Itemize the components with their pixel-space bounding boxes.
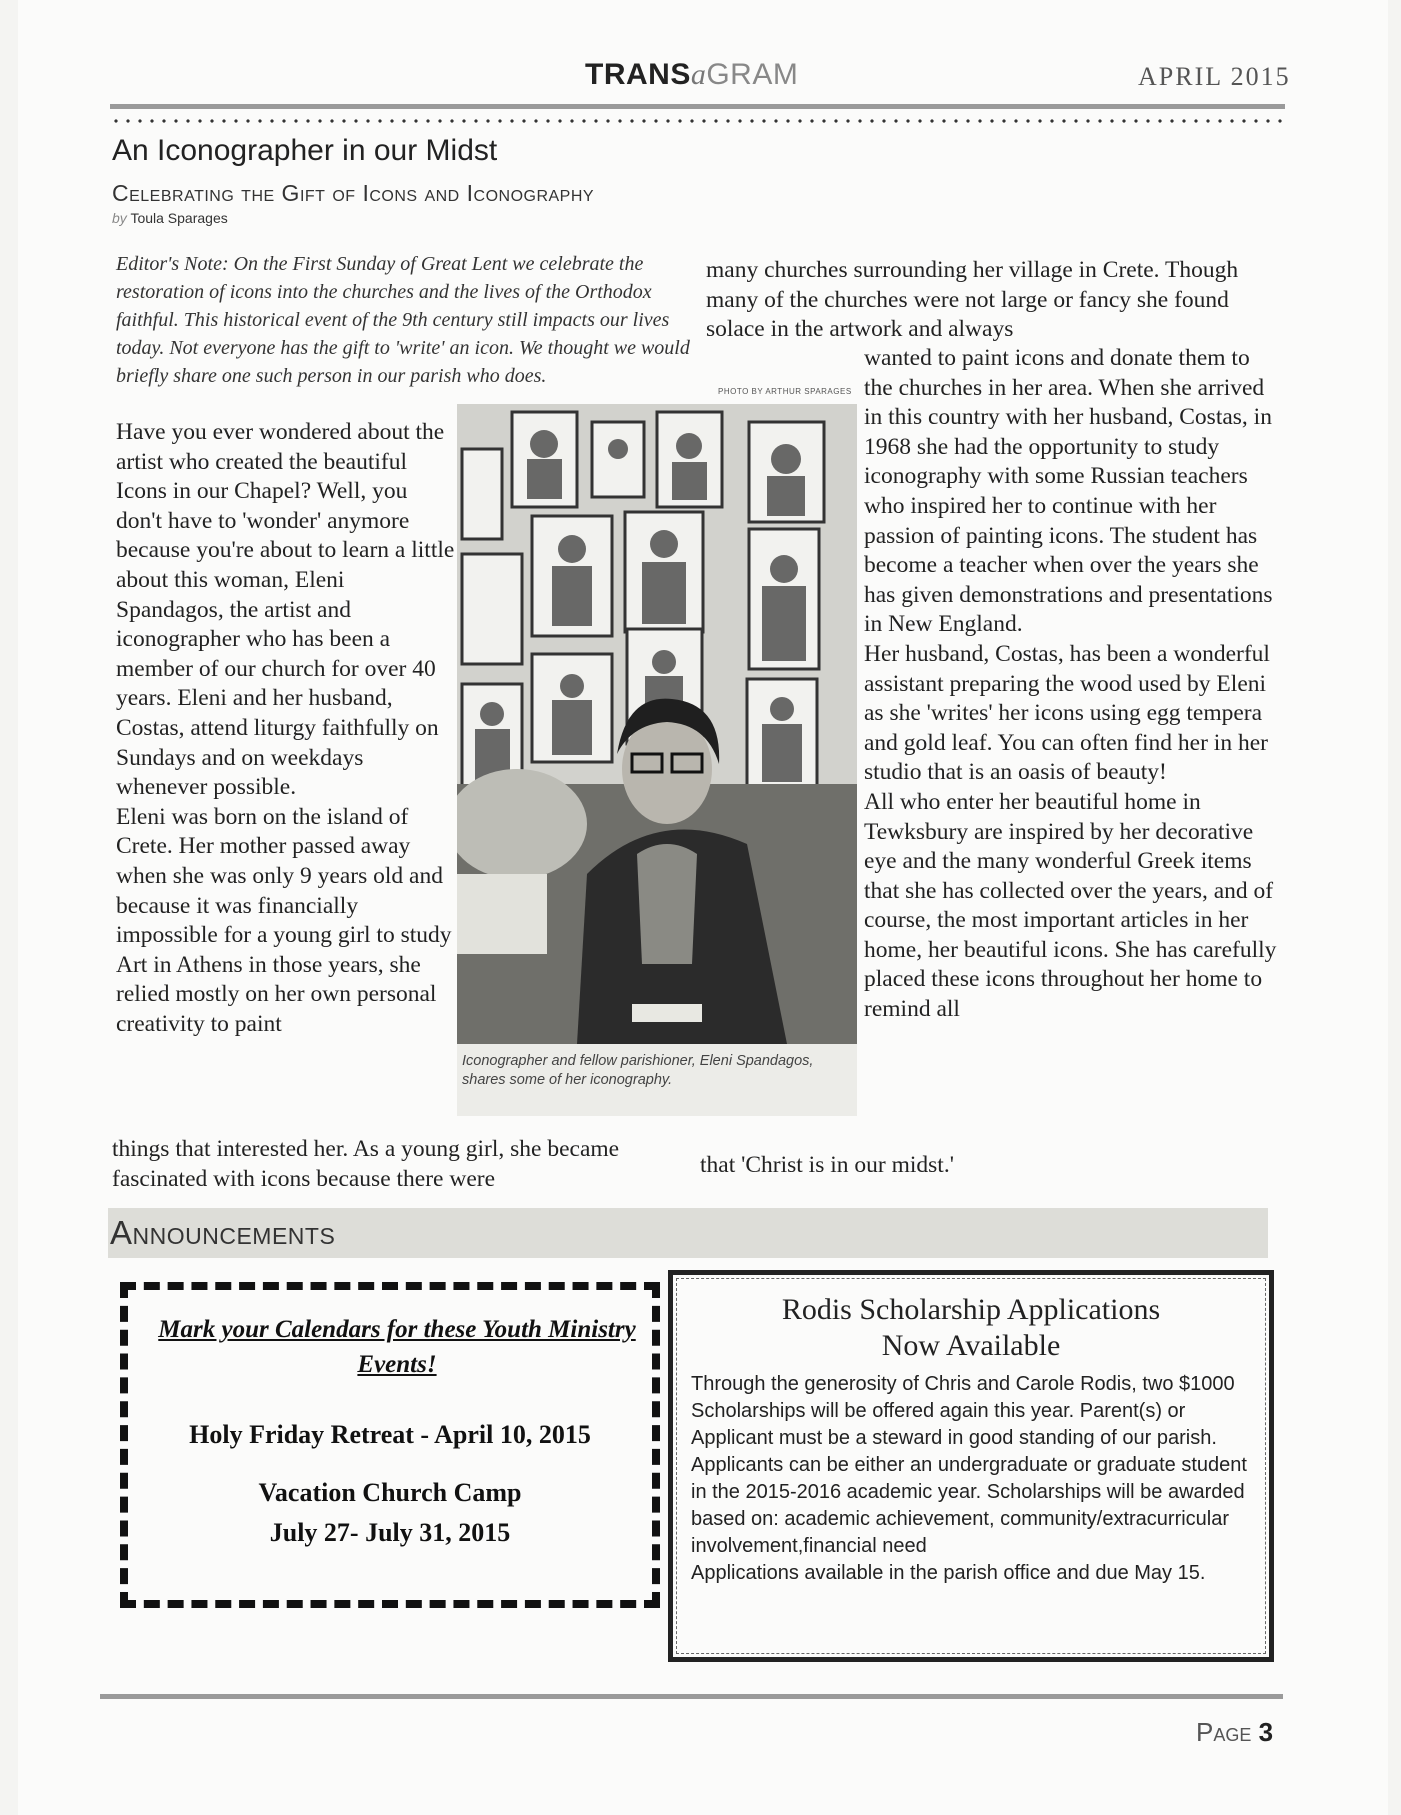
article-paragraph: Her husband, Costas, has been a wonderful assistant preparing the wood used by Eleni as she 'writes' her icons using egg tempera and gold leaf. You can often find her in her studio that is an oasis of beauty!: [864, 640, 1270, 786]
youth-ministry-box: [120, 1282, 660, 1608]
byline-prefix: by: [112, 210, 127, 226]
masthead: [585, 58, 798, 92]
author-name: Toula Sparages: [130, 210, 228, 226]
dotted-divider: [110, 117, 1285, 125]
article-paragraph: Eleni was born on the island of Crete. Her mother passed away when she was only 9 years old and because it was financially impossible for a young girl to study Art in Athens in those years, she relied mostly on her own personal creativity to paint: [116, 803, 452, 1037]
scholarship-description: Through the generosity of Chris and Carole Rodis, two $1000 Scholarships will be offered again this year. Parent(s) or Applicant must be a steward in good standing of our parish. Applicants can be either an undergraduate or graduate student in the 2015-2016 academic year. Scholarships will be awarded based on: academic achievement, community/extracurricular involvement,financial need: [691, 1373, 1247, 1557]
editors-note: Editor's Note: On the First Sunday of Great Lent we celebrate the restoration of icons into the churches and the lives of the Orthodox faithful. This historical event of the 9th century still impacts our lives today. Not everyone has the gift to 'write' an icon. We thought we would briefly share one such person in our parish who does.: [116, 253, 690, 387]
article-left-continuation: things that interested her. As a young girl, she became fascinated with icons because there were: [112, 1136, 620, 1192]
camp-event-dates: July 27- July 31, 2015: [269, 1518, 511, 1547]
byline: [112, 210, 228, 226]
scholarship-heading-line1: Rodis Scholarship Applications: [781, 1293, 1161, 1326]
article-left-column: [116, 418, 456, 1039]
article-paragraph: wanted to paint icons and donate them to the churches in her area. When she arrived in this country with her husband, Costas, in 1968 she had the opportunity to study iconography with some Russian teachers who inspired her to continue with her passion of painting icons. The student has become a teacher when over the years she has given demonstrations and presentations in New England.: [864, 345, 1273, 638]
issue-date: APRIL 2015: [1138, 62, 1291, 91]
scholarship-heading-line2: Now Available: [881, 1329, 1061, 1362]
retreat-event: Holy Friday Retreat - April 10, 2015: [189, 1420, 591, 1449]
scholarship-body: [691, 1371, 1261, 1587]
page-number: [1196, 1717, 1273, 1748]
youth-ministry-heading: Mark your Calendars for these Youth Ministry Events!: [158, 1316, 636, 1378]
page-label: Page: [1196, 1717, 1252, 1747]
article-paragraph: All who enter her beautiful home in Tewksbury are inspired by her decorative eye and the many wonderful Greek items that she has collected over the years, and of course, the most important articles in her home, her beautiful icons. She has carefully placed these icons throughout her home to remind all: [864, 788, 1277, 1023]
article-subtitle: Celebrating the Gift of Icons and Iconography: [112, 180, 595, 206]
masthead-bold: TRANS: [585, 58, 691, 91]
masthead-light: GRAM: [706, 58, 799, 91]
camp-event-name: Vacation Church Camp: [258, 1478, 522, 1507]
article-right-end: that 'Christ is in our midst.': [700, 1152, 954, 1178]
scholarship-deadline: Applications available in the parish office and due May 15.: [691, 1562, 1206, 1584]
article-title: An Iconographer in our Midst: [112, 134, 498, 167]
photo-caption: Iconographer and fellow parishioner, Eleni Spandagos, shares some of her iconography.: [462, 1053, 814, 1088]
photo-credit: PHOTO BY ARTHUR SPARAGES: [718, 387, 852, 396]
footer-rule: [100, 1694, 1283, 1699]
scholarship-box: [668, 1270, 1274, 1662]
masthead-italic: a: [690, 58, 707, 91]
photo-illustration: [457, 404, 857, 1116]
article-right-top: many churches surrounding her village in Crete. Though many of the churches were not large or fancy she found solace in the artwork and always: [706, 257, 1239, 343]
header-rule: [110, 104, 1285, 109]
iconographer-photo: [457, 404, 857, 1116]
article-paragraph: Have you ever wondered about the artist who created the beautiful Icons in our Chapel? Well, you don't have to 'wonder' anymore because you're about to learn a little about this woman, Eleni Spandagos, the artist and iconographer who has been a member of our church for over 40 years. Eleni and her husband, Costas, attend liturgy faithfully on Sundays and on weekdays whenever possible.: [116, 419, 455, 801]
announcements-title: Announcements: [110, 1214, 336, 1251]
page-number-value: 3: [1258, 1717, 1274, 1747]
article-right-column: [864, 344, 1284, 1025]
